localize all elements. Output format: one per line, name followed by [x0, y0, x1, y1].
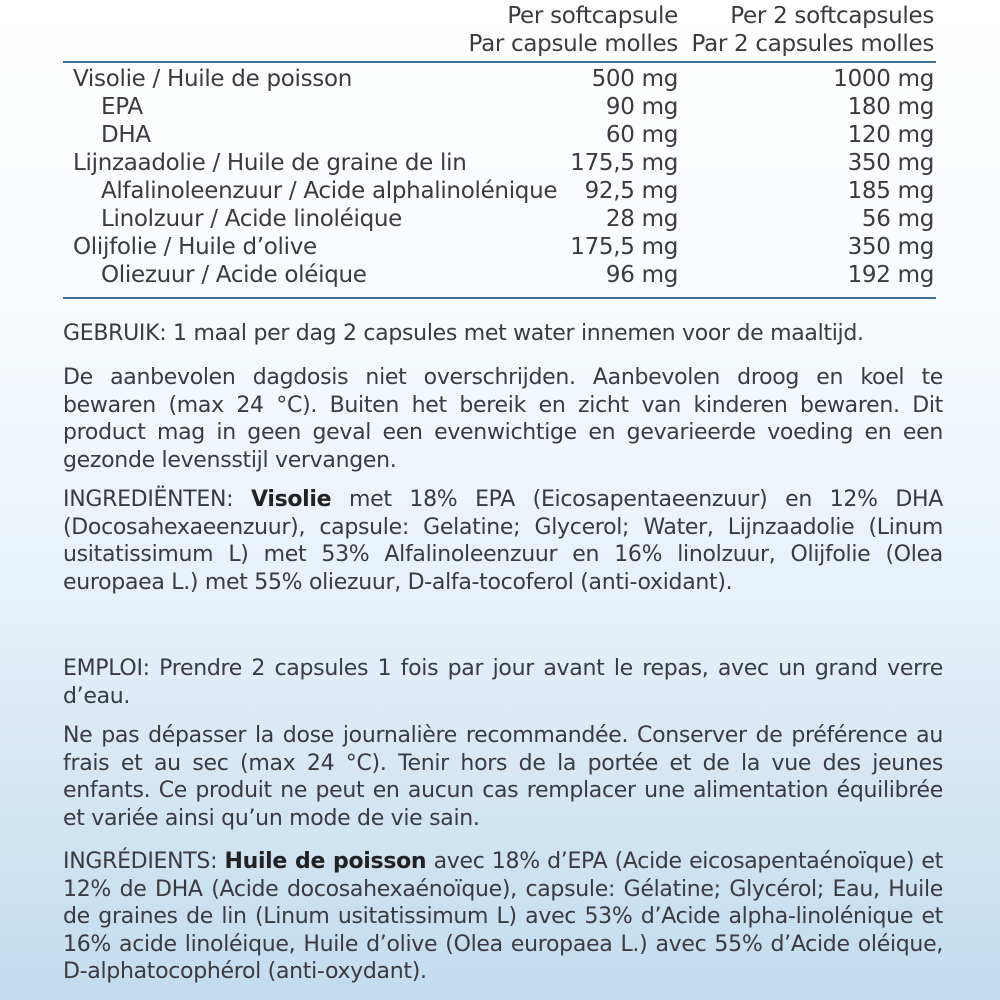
table-bottom-divider [63, 297, 936, 299]
warning-nl: De aanbevolen dagdosis niet overschrijden. Aanbevolen droog en koel te bewaren (max 24 °C). Buiten het bereik en zicht van kinderen bewaren. Dit product mag in geen geval een evenwichtige en gevarieerde voeding en een gezonde levensstijl vervangen. [63, 365, 943, 473]
ingredients-heading: INGRÉDIENTS: [63, 849, 225, 874]
nutrition-table [63, 0, 936, 288]
row-value-per-capsule: 92,5 mg [584, 178, 678, 204]
ingredients-heading: INGREDIËNTEN: [63, 487, 251, 512]
table-row [63, 233, 936, 261]
row-value-per-capsule: 500 mg [591, 66, 678, 92]
row-value-per-capsule: 90 mg [605, 94, 678, 120]
ingredients-text: avec 18% d’EPA (Acide eicosapentaénoïque) et 12% de DHA (Acide docosahexaénoïque), capsule: Gélatine; Glycérol; Eau, Huile de graines de lin (Linum usitatissimum L) avec 53% d’Acide alpha-linolénique et 16% acide linoléique, Huile d’olive (Olea europaea L.) avec 55% d’Acide oléique, D-alphatocophérol (anti-oxydant). [63, 849, 943, 984]
row-value-per-2-capsules: 56 mg [861, 206, 934, 232]
column-header-line: Per softcapsule [507, 3, 678, 29]
row-value-per-2-capsules: 120 mg [847, 122, 934, 148]
row-value-per-2-capsules: 1000 mg [833, 66, 934, 92]
table-row [63, 205, 936, 233]
row-value-per-2-capsules: 180 mg [847, 94, 934, 120]
ingredients-main: Huile de poisson [224, 849, 427, 874]
row-value-per-capsule: 175,5 mg [570, 150, 678, 176]
table-header [63, 0, 936, 60]
row-name: Lijnzaadolie / Huile de graine de lin [73, 150, 467, 176]
row-value-per-2-capsules: 350 mg [847, 234, 934, 260]
table-row [63, 93, 936, 121]
column-header-line: Per 2 softcapsules [730, 3, 934, 29]
ingredients-text: met 18% EPA (Eicosapentaeenzuur) en 12% DHA (Docosahexaeenzuur), capsule: Gelatine; Glycerol; Water, Lijnzaadolie (Linum usitatissimum L) met 53% Alfalinoleenzuur en 16% linolzuur, Olijfolie (Olea europaea L.) met 55% oliezuur, D-alfa-tocoferol (anti-oxidant). [63, 487, 944, 595]
table-row [63, 177, 936, 205]
usage-nl: GEBRUIK: 1 maal per dag 2 capsules met water innemen voor de maaltijd. [63, 321, 864, 346]
row-value-per-2-capsules: 350 mg [847, 150, 934, 176]
table-top-divider [63, 61, 936, 63]
column-header-line: Par capsule molles [468, 31, 678, 57]
ingredients-fr [63, 848, 943, 986]
row-name: EPA [101, 94, 143, 120]
table-body [63, 65, 936, 289]
row-value-per-2-capsules: 192 mg [847, 262, 934, 288]
row-name: Linolzuur / Acide linoléique [101, 206, 403, 232]
row-name: Olijfolie / Huile d’olive [73, 234, 317, 260]
row-value-per-capsule: 96 mg [605, 262, 678, 288]
row-value-per-capsule: 28 mg [605, 206, 678, 232]
column-header-line: Par 2 capsules molles [691, 31, 934, 57]
row-name: Visolie / Huile de poisson [73, 66, 353, 92]
row-value-per-capsule: 60 mg [605, 122, 678, 148]
row-value-per-2-capsules: 185 mg [847, 178, 934, 204]
ingredients-nl [63, 486, 943, 596]
column-header-per-capsule [469, 2, 678, 58]
row-name: DHA [101, 122, 151, 148]
table-row [63, 65, 936, 93]
table-row [63, 149, 936, 177]
ingredients-main: Visolie [250, 487, 332, 512]
row-name: Oliezuur / Acide oléique [101, 262, 367, 288]
table-row [63, 121, 936, 149]
column-header-per-2-capsules [692, 2, 934, 58]
row-value-per-capsule: 175,5 mg [570, 234, 678, 260]
warning-fr: Ne pas dépasser la dose journalière recommandée. Conserver de préférence au frais et au sec (max 24 °C). Tenir hors de la portée et de la vue des jeunes enfants. Ce produit ne peut en aucun cas remplacer une alimentation équilibrée et variée ainsi qu’un mode de vie sain. [63, 723, 943, 831]
table-row [63, 261, 936, 289]
row-name: Alfalinoleenzuur / Acide alphalinolénique [101, 178, 558, 204]
usage-fr: EMPLOI: Prendre 2 capsules 1 fois par jour avant le repas, avec un grand verre d’eau. [63, 656, 943, 709]
